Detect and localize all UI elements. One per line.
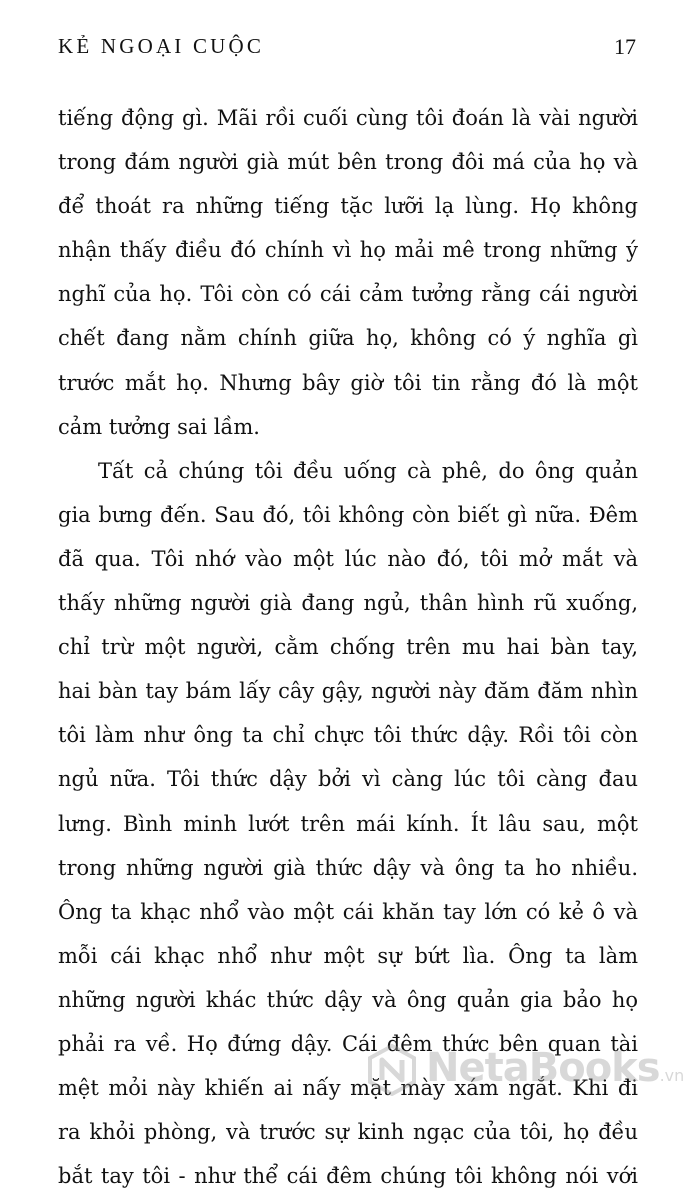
text-line: tôi làm như ông ta chỉ chực tôi thức dậy. Rồi tôi còn [58, 723, 638, 748]
text-line: tiếng động gì. Mãi rồi cuối cùng tôi đoán là vài người [58, 106, 638, 130]
text-line: gia bưng đến. Sau đó, tôi không còn biết gì nữa. Đêm [58, 502, 638, 527]
watermark-suffix: .vn [659, 1066, 685, 1085]
text-line: đã qua. Tôi nhớ vào một lúc nào đó, tôi mở mắt và [58, 546, 638, 571]
text-line: chỉ trừ một người, cằm chống trên mu hai bàn tay, [58, 635, 638, 660]
text-line: hai bàn tay bám lấy cây gậy, người này đăm đăm nhìn [58, 679, 638, 704]
text-line: để thoát ra những tiếng tặc lưỡi lạ lùng. Họ không [58, 194, 638, 219]
text-line: lưng. Bình minh lướt trên mái kính. Ít lâu sau, một [58, 811, 638, 836]
text-line: trong những người già thức dậy và ông ta ho nhiều. [58, 855, 638, 880]
text-line: những người khác thức dậy và ông quản gia bảo họ [58, 987, 638, 1012]
netabooks-watermark [366, 1040, 696, 1100]
text-line: nghĩ của họ. Tôi còn có cái cảm tưởng rằng cái người [58, 282, 638, 307]
text-line: ngủ nữa. Tôi thức dậy bởi vì càng lúc tôi càng đau [58, 767, 638, 792]
text-line: bắt tay tôi - như thể cái đêm chúng tôi không nói với [58, 1164, 638, 1189]
text-line: chết đang nằm chính giữa họ, không có ý nghĩa gì [58, 326, 638, 351]
text-line: thấy những người già đang ngủ, thân hình rũ xuống, [58, 591, 638, 616]
watermark-brand: NetaBooks [426, 1045, 660, 1091]
paragraph-first-line: Tất cả chúng tôi đều uống cà phê, do ông quản [98, 458, 638, 483]
running-header [58, 34, 636, 64]
netabooks-logo-icon [366, 1044, 418, 1096]
text-line: trong đám người già mút bên trong đôi má của họ và [58, 150, 638, 175]
text-line: ra khỏi phòng, và trước sự kinh ngạc của tôi, họ đều [58, 1120, 638, 1145]
running-title: KẺ NGOẠI CUỘC [58, 34, 265, 58]
text-line: mỗi cái khạc nhổ như một sự bứt lìa. Ông ta làm [58, 943, 638, 968]
body-text [58, 96, 638, 1198]
text-line: mệt mỏi này khiến ai nấy mặt mày xám ngắt. Khi đi [58, 1076, 638, 1101]
text-line: phải ra về. Họ đứng dậy. Cái đêm thức bên quan tài [58, 1031, 638, 1056]
paragraph-end-line: cảm tưởng sai lầm. [58, 414, 260, 439]
page-number: 17 [614, 34, 636, 59]
watermark-text [426, 1044, 684, 1100]
text-line: trước mắt họ. Nhưng bây giờ tôi tin rằng đó là một [58, 370, 638, 395]
text-line: nhận thấy điều đó chính vì họ mải mê trong những ý [58, 238, 638, 263]
text-line: Ông ta khạc nhổ vào một cái khăn tay lớn có kẻ ô và [58, 899, 638, 924]
